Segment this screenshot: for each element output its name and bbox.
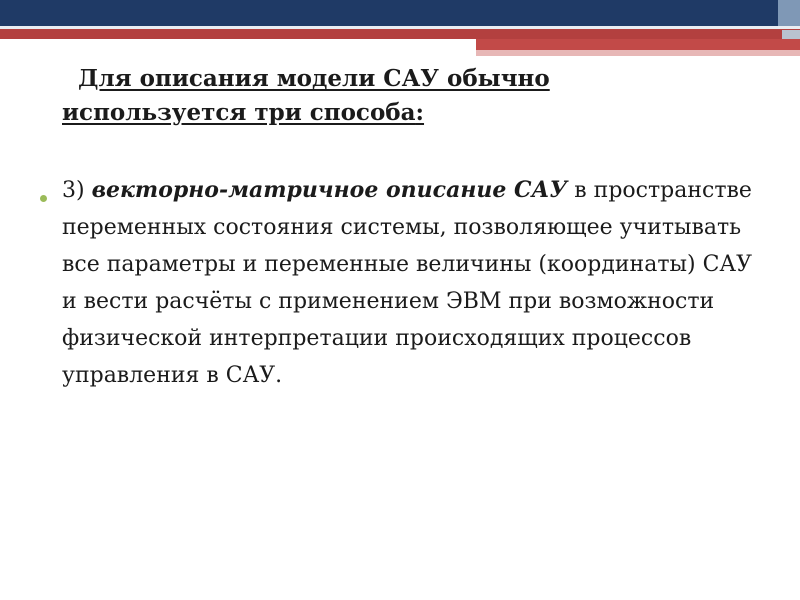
bullet-prefix: 3) <box>62 178 92 203</box>
header-red-band <box>0 29 800 39</box>
slide-title-text: Для описания модели САУ обычно используется три способа <box>62 65 550 126</box>
bullet-marker <box>40 195 47 202</box>
header-accent-gray <box>778 0 800 26</box>
bullet-item <box>40 172 760 394</box>
slide-title <box>62 62 722 130</box>
bullet-body: в пространстве переменных состояния системы, позволяющее учитывать все параметры и переменные величины (координаты) САУ и вести расчёты с применением ЭВМ при возможности физической интерпретации происходящих процессов управления в САУ. <box>62 178 752 388</box>
bullet-text <box>62 172 760 394</box>
bullet-emphasis: векторно-матричное описание САУ <box>91 177 568 203</box>
header-red-band-right <box>476 39 800 50</box>
header-navy-band <box>0 0 800 26</box>
header-pale-band-right <box>476 50 800 56</box>
slide-title-colon: : <box>415 99 425 126</box>
